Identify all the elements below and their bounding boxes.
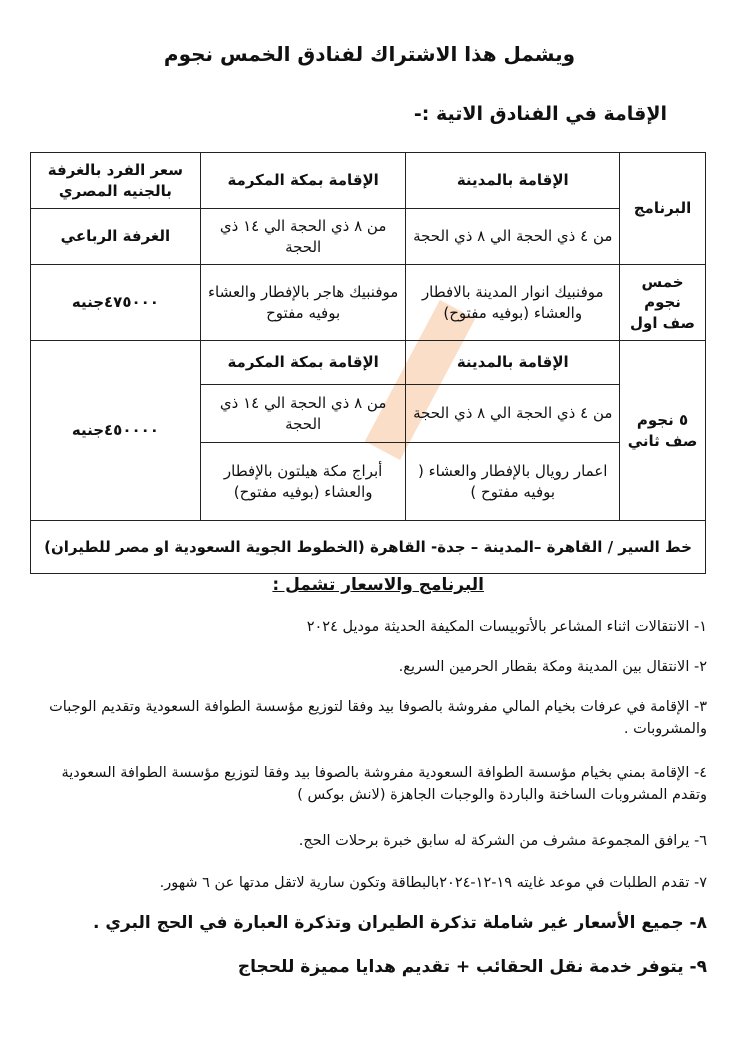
- row2-madinah-hotel: اعمار رويال بالإفطار والعشاء ( بوفيه مفتوح ): [406, 443, 620, 521]
- header-makkah: الإقامة بمكة المكرمة: [200, 153, 406, 209]
- row2-makkah-hotel: أبراج مكة هيلتون بالإفطار والعشاء (بوفيه مفتوح): [200, 443, 406, 521]
- row2-program: ٥ نجوم صف ثاني: [620, 341, 706, 521]
- row1-madinah-hotel: موفنبيك انوار المدينة بالافطار والعشاء (بوفيه مفتوح): [406, 265, 620, 341]
- table-row: [31, 265, 706, 341]
- row1-price: ٤٧٥٠٠٠جنيه: [31, 265, 201, 341]
- row1-program: خمس نجوم صف اول: [620, 265, 706, 341]
- list-item: ٣- الإقامة في عرفات بخيام المالي مفروشة بالصوفا بيد وفقا لتوزيع مؤسسة الطوافة السعودية وتقديم الوجبات والمشروبات .: [49, 699, 707, 738]
- route-text: خط السير / القاهرة –المدينة – جدة- القاهرة (الخطوط الجوية السعودية او مصر للطيران): [31, 521, 706, 574]
- list-item: ٦- يرافق المجموعة مشرف من الشركة له سابق خبرة برحلات الحج.: [298, 833, 707, 849]
- table-header-row: [31, 153, 706, 209]
- table-dates-row: [31, 209, 706, 265]
- row1-makkah-hotel: موفنبيك هاجر بالإفطار والعشاء بوفيه مفتوح: [200, 265, 406, 341]
- page-title: ويشمل هذا الاشتراك لفنادق الخمس نجوم: [163, 42, 576, 66]
- row2-price: ٤٥٠٠٠٠جنيه: [31, 341, 201, 521]
- list-item: ٨- جميع الأسعار غير شاملة تذكرة الطيران وتذكرة العبارة في الحج البري .: [93, 913, 707, 933]
- dates-makkah: من ٨ ذي الحجة الي ١٤ ذي الحجة: [200, 209, 406, 265]
- header-madinah: الإقامة بالمدينة: [406, 153, 620, 209]
- row2-madinah-header: الإقامة بالمدينة: [406, 341, 620, 385]
- header-program: البرنامج: [620, 153, 706, 265]
- header-price: سعر الفرد بالغرفة بالجنيه المصري: [31, 153, 201, 209]
- room-type: الغرفة الرباعي: [31, 209, 201, 265]
- list-item: ٧- تقدم الطلبات في موعد غايته ١٩-١٢-٢٠٢٤بالبطاقة وتكون سارية لاتقل مدتها عن ٦ شهور.: [159, 875, 707, 891]
- list-item: ٩- يتوفر خدمة نقل الحقائب + تقديم هدايا مميزة للحجاج: [237, 957, 707, 977]
- row2-makkah-dates: من ٨ ذي الحجة الي ١٤ ذي الحجة: [200, 385, 406, 443]
- row2-makkah-header: الإقامة بمكة المكرمة: [200, 341, 406, 385]
- list-item: ١- الانتقالات اثناء المشاعر بالأتوبيسات المكيفة الحديثة موديل ٢٠٢٤: [306, 619, 707, 635]
- hotels-table: [30, 152, 706, 574]
- dates-madinah: من ٤ ذي الحجة الي ٨ ذي الحجة: [406, 209, 620, 265]
- list-item: ٢- الانتقال بين المدينة ومكة بقطار الحرمين السريع.: [398, 659, 707, 675]
- page-subtitle: الإقامة في الفنادق الاتية :-: [413, 103, 667, 125]
- list-item: ٤- الإقامة بمني بخيام مؤسسة الطوافة السعودية مفروشة بالصوفا بيد وفقا لتوزيع مؤسسة الطوافة السعودية وتقدم المشروبات الساخنة والباردة والوجبات الجاهزة (لانش بوكس ): [61, 765, 707, 804]
- includes-heading: البرنامج والاسعار تشمل :: [272, 575, 484, 595]
- table-row: [31, 341, 706, 385]
- route-row: [31, 521, 706, 574]
- row2-madinah-dates: من ٤ ذي الحجة الي ٨ ذي الحجة: [406, 385, 620, 443]
